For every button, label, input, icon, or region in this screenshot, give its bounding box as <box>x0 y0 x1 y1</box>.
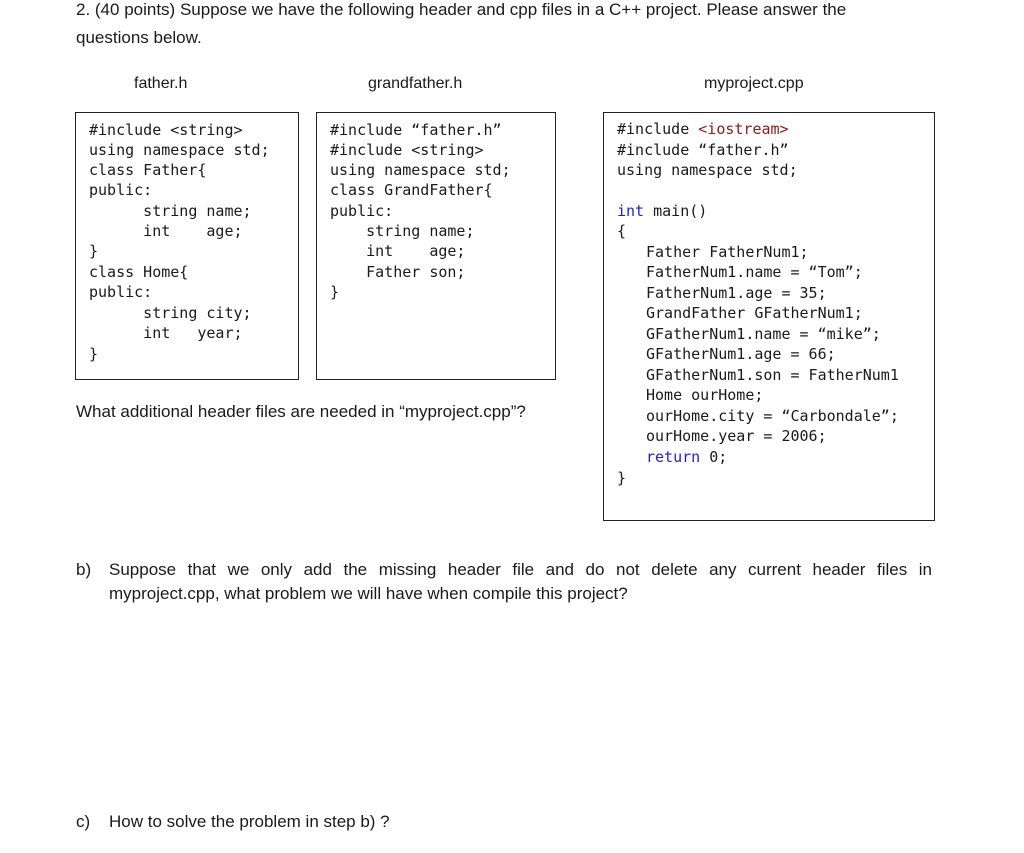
iostream-header: <iostream> <box>698 120 789 138</box>
question-text-line2: questions below. <box>76 28 202 47</box>
code-line: int age; <box>330 242 466 260</box>
int-keyword: int <box>617 202 645 220</box>
grandfather-h-label: grandfather.h <box>368 75 463 92</box>
code-line: using namespace std; <box>89 141 270 159</box>
code-line: #include “father.h” <box>330 121 502 139</box>
code-line: #include <string> <box>89 121 243 139</box>
return-keyword: return <box>646 448 701 466</box>
code-line: int age; <box>89 222 243 240</box>
part-c-question: How to solve the problem in step b) ? <box>109 812 390 831</box>
part-a-question: What additional header files are needed in “myproject.cpp”? <box>76 402 526 421</box>
code-line: class Father{ <box>89 161 207 179</box>
code-line: using namespace std; <box>330 161 511 179</box>
code-line: GFatherNum1.son = FatherNum1 <box>646 366 899 384</box>
code-line: string city; <box>89 304 252 322</box>
part-b-marker: b) <box>76 560 92 579</box>
code-line: GrandFather GFatherNum1; <box>646 304 863 322</box>
myproject-cpp-code-box <box>603 112 935 521</box>
code-line: } <box>330 283 340 301</box>
code-line: } <box>89 345 99 363</box>
code-line: public: <box>89 181 153 199</box>
code-line: #include <string> <box>330 141 484 159</box>
question-text-line1: 2. (40 points) Suppose we have the following header and cpp files in a C++ project. Please answer the <box>76 0 847 19</box>
code-line: using namespace std; <box>617 161 798 179</box>
code-line: GFatherNum1.age = 66; <box>646 345 836 363</box>
code-line: FatherNum1.name = “Tom”; <box>646 263 863 281</box>
code-line: ourHome.city = “Carbondale”; <box>646 407 899 425</box>
code-line: #include “father.h” <box>617 141 789 159</box>
part-b-question-line2: myproject.cpp, what problem we will have when compile this project? <box>109 584 628 603</box>
father-h-label: father.h <box>134 75 188 92</box>
code-line: string name; <box>89 202 252 220</box>
grandfather-h-code-box <box>316 112 556 380</box>
myproject-cpp-label: myproject.cpp <box>704 75 804 92</box>
part-c-marker: c) <box>76 812 91 831</box>
code-line: } <box>617 469 627 487</box>
include-iostream-line <box>617 119 789 139</box>
father-h-code-box <box>75 112 299 380</box>
code-line: ourHome.year = 2006; <box>646 427 827 445</box>
part-b-question-line1: Suppose that we only add the missing header file and do not delete any current header files in <box>109 560 932 579</box>
code-line: GFatherNum1.name = “mike”; <box>646 325 881 343</box>
main-signature: main() <box>644 202 708 220</box>
code-line: class Home{ <box>89 263 189 281</box>
code-line: public: <box>330 202 394 220</box>
include-keyword: #include <box>617 120 699 138</box>
code-line: Home ourHome; <box>646 386 764 404</box>
code-line: class GrandFather{ <box>330 181 493 199</box>
code-line: FatherNum1.age = 35; <box>646 284 827 302</box>
code-line: } <box>89 242 99 260</box>
return-line <box>646 447 727 467</box>
main-signature-line <box>617 201 707 221</box>
code-line: int year; <box>89 324 243 342</box>
code-line: Father son; <box>330 263 466 281</box>
code-line: Father FatherNum1; <box>646 243 809 261</box>
code-line: public: <box>89 283 153 301</box>
return-value: 0; <box>700 448 728 466</box>
code-line: { <box>617 222 627 240</box>
code-line: string name; <box>330 222 475 240</box>
